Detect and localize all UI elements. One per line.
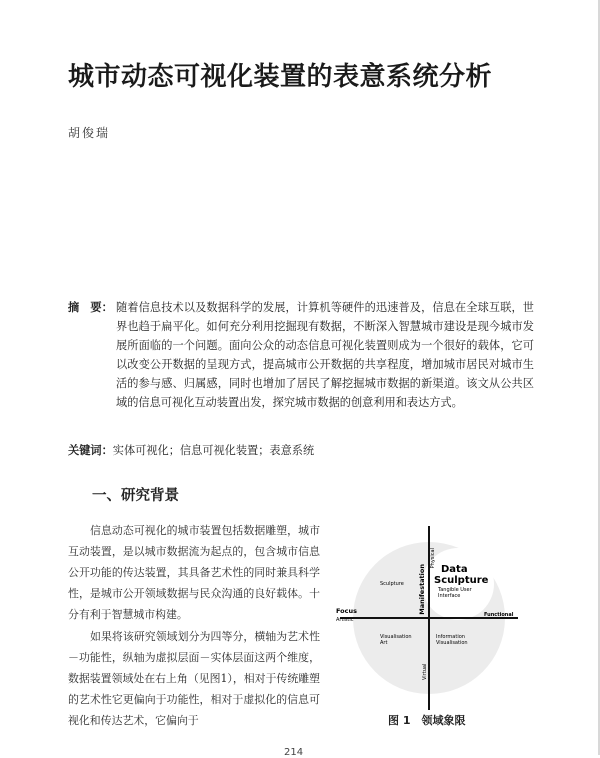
section-heading: 一、研究背景: [92, 488, 179, 504]
abstract: [68, 298, 534, 412]
axis-bottom-label: Virtual: [422, 663, 428, 680]
axis-top-label-2: Physical: [430, 548, 436, 569]
quadrant-top-right-label-2: Interface: [438, 593, 461, 599]
axis-right-label: Functional: [484, 612, 514, 618]
quadrant-bottom-right-label-1: Information: [436, 634, 465, 640]
paper-title: 城市动态可视化装置的表意系统分析: [68, 62, 493, 92]
highlight-label-1: Data: [441, 564, 468, 575]
quadrant-bottom-right-label-2: Visualisation: [436, 640, 468, 646]
abstract-label: 摘 要：: [68, 301, 113, 314]
quadrant-top-left-label: Sculpture: [380, 581, 404, 587]
quadrant-bottom-left-label-1: Visualisation: [380, 634, 412, 640]
page-number: 214: [284, 747, 304, 758]
quadrant-diagram: [334, 520, 524, 716]
keywords-label: 关键词：: [68, 444, 113, 457]
quadrant-bottom-left-label-2: Art: [380, 640, 388, 646]
quadrant-figure: [334, 520, 524, 716]
quadrant-top-right-label-1: Tangible User: [438, 587, 472, 593]
abstract-text: 随着信息技术以及数据科学的发展，计算机等硬件的迅速普及，信息在全球互联，世界也趋于扁平化。如何充分利用挖掘现有数据，不断深入智慧城市建设是现今城市发展所面临的一个问题。面向公众的动态信息可视化装置则成为一个很好的载体，它可以改变公开数据的呈现方式，提高城市公开数据的共享程度，增加城市居民对城市生活的参与感、归属感，同时也增加了居民了解挖掘城市数据的新渠道。该文从公共区域的信息可视化互动装置出发，探究城市数据的创意利用和表达方式。: [116, 301, 534, 409]
axis-left-label-2: Artistic: [336, 617, 354, 623]
figure-caption: 图 1 领域象限: [388, 714, 466, 727]
body-paragraph-2: 如果将该研究领域划分为四等分，横轴为艺术性－功能性，纵轴为虚拟层面－实体层面这两个维度，数据装置领域处在右上角（见图1），相对于传统雕塑的艺术性它更偏向于功能性，相对于虚拟化的信息可视化和传达艺术，它偏向于: [68, 630, 320, 727]
axis-left-label-1: Focus: [336, 607, 357, 615]
body-paragraph-1: 信息动态可视化的城市装置包括数据雕塑，城市互动装置，是以城市数据流为起点的，包含城市信息公开功能的传达装置，其具备艺术性的同时兼具科学性，是城市公开领域数据与民众沟通的良好载体。十分有利于智慧城市构建。: [68, 524, 320, 621]
keywords: [68, 442, 314, 458]
keywords-text: 实体可视化；信息可视化装置；表意系统: [112, 444, 315, 457]
highlight-label-2: Sculpture: [434, 575, 489, 586]
axis-top-label-1: Manifestation: [418, 564, 426, 615]
author-name: 胡俊瑞: [68, 126, 111, 140]
